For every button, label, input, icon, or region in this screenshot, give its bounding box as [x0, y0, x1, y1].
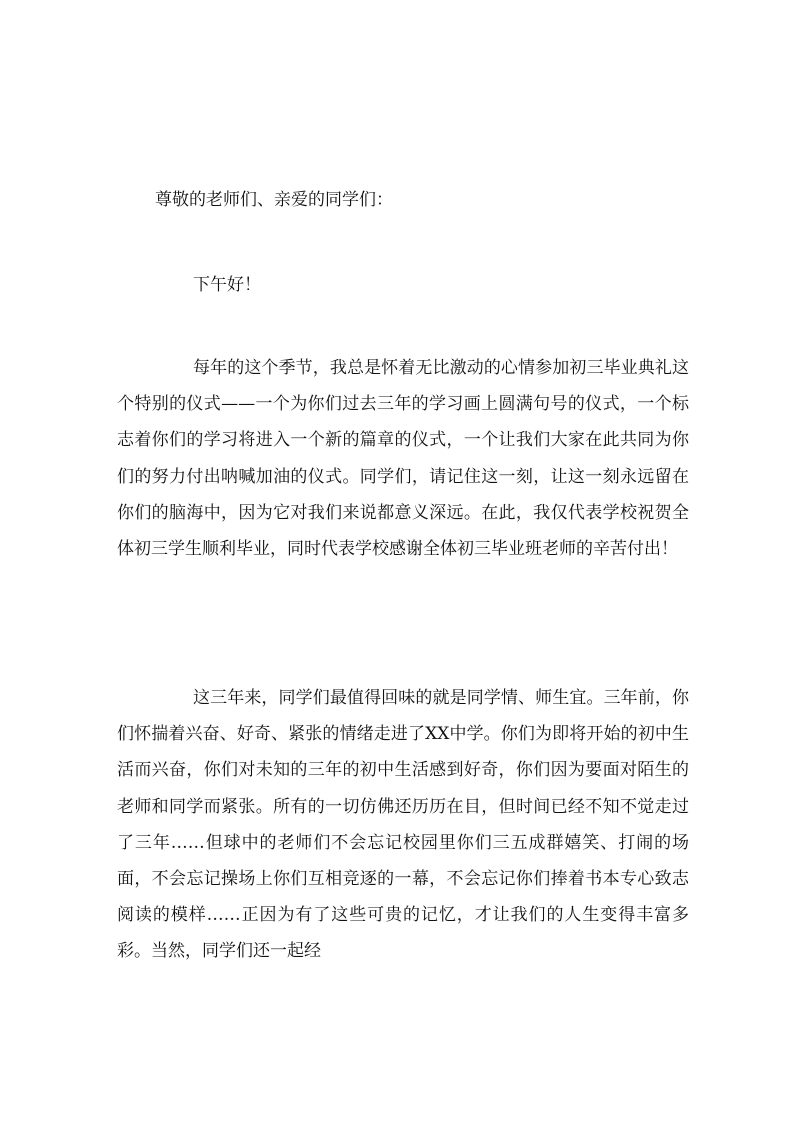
paragraph-ceremony: 每年的这个季节，我总是怀着无比激动的心情参加初三毕业典礼这个特别的仪式——一个为你们过去三年的学习画上圆满句号的仪式，一个标志着你们的学习将进入一个新的篇章的仪式，一个让我们大家在此共同为你们的努力付出呐喊加油的仪式。同学们，请记住这一刻，让这一刻永远留在你们的脑海中，因为它对我们来说都意义深远。在此，我仅代表学校祝贺全体初三学生顺利毕业，同时代表学校感谢全体初三毕业班老师的辛苦付出！ — [117, 358, 689, 560]
salutation-line: 下午好！ — [193, 275, 261, 295]
paragraph-memories: 这三年来，同学们最值得回味的就是同学情、师生宜。三年前，你们怀揣着兴奋、好奇、紧张的情绪走进了XX中学。你们为即将开始的初中生活而兴奋，你们对未知的三年的初中生活感到好奇，你们因为要面对陌生的老师和同学而紧张。所有的一切仿佛还历历在目，但时间已经不知不觉走过了三年……但球中的老师们不会忘记校园里你们三五成群嬉笑、打闹的场面，不会忘记操场上你们互相竞逐的一幕，不会忘记你们捧着书本专心致志阅读的模样……正因为有了这些可贵的记忆，才让我们的人生变得丰富多彩。当然，同学们还一起经 — [117, 688, 689, 962]
greeting-line: 尊敬的老师们、亲爱的同学们： — [155, 190, 393, 210]
